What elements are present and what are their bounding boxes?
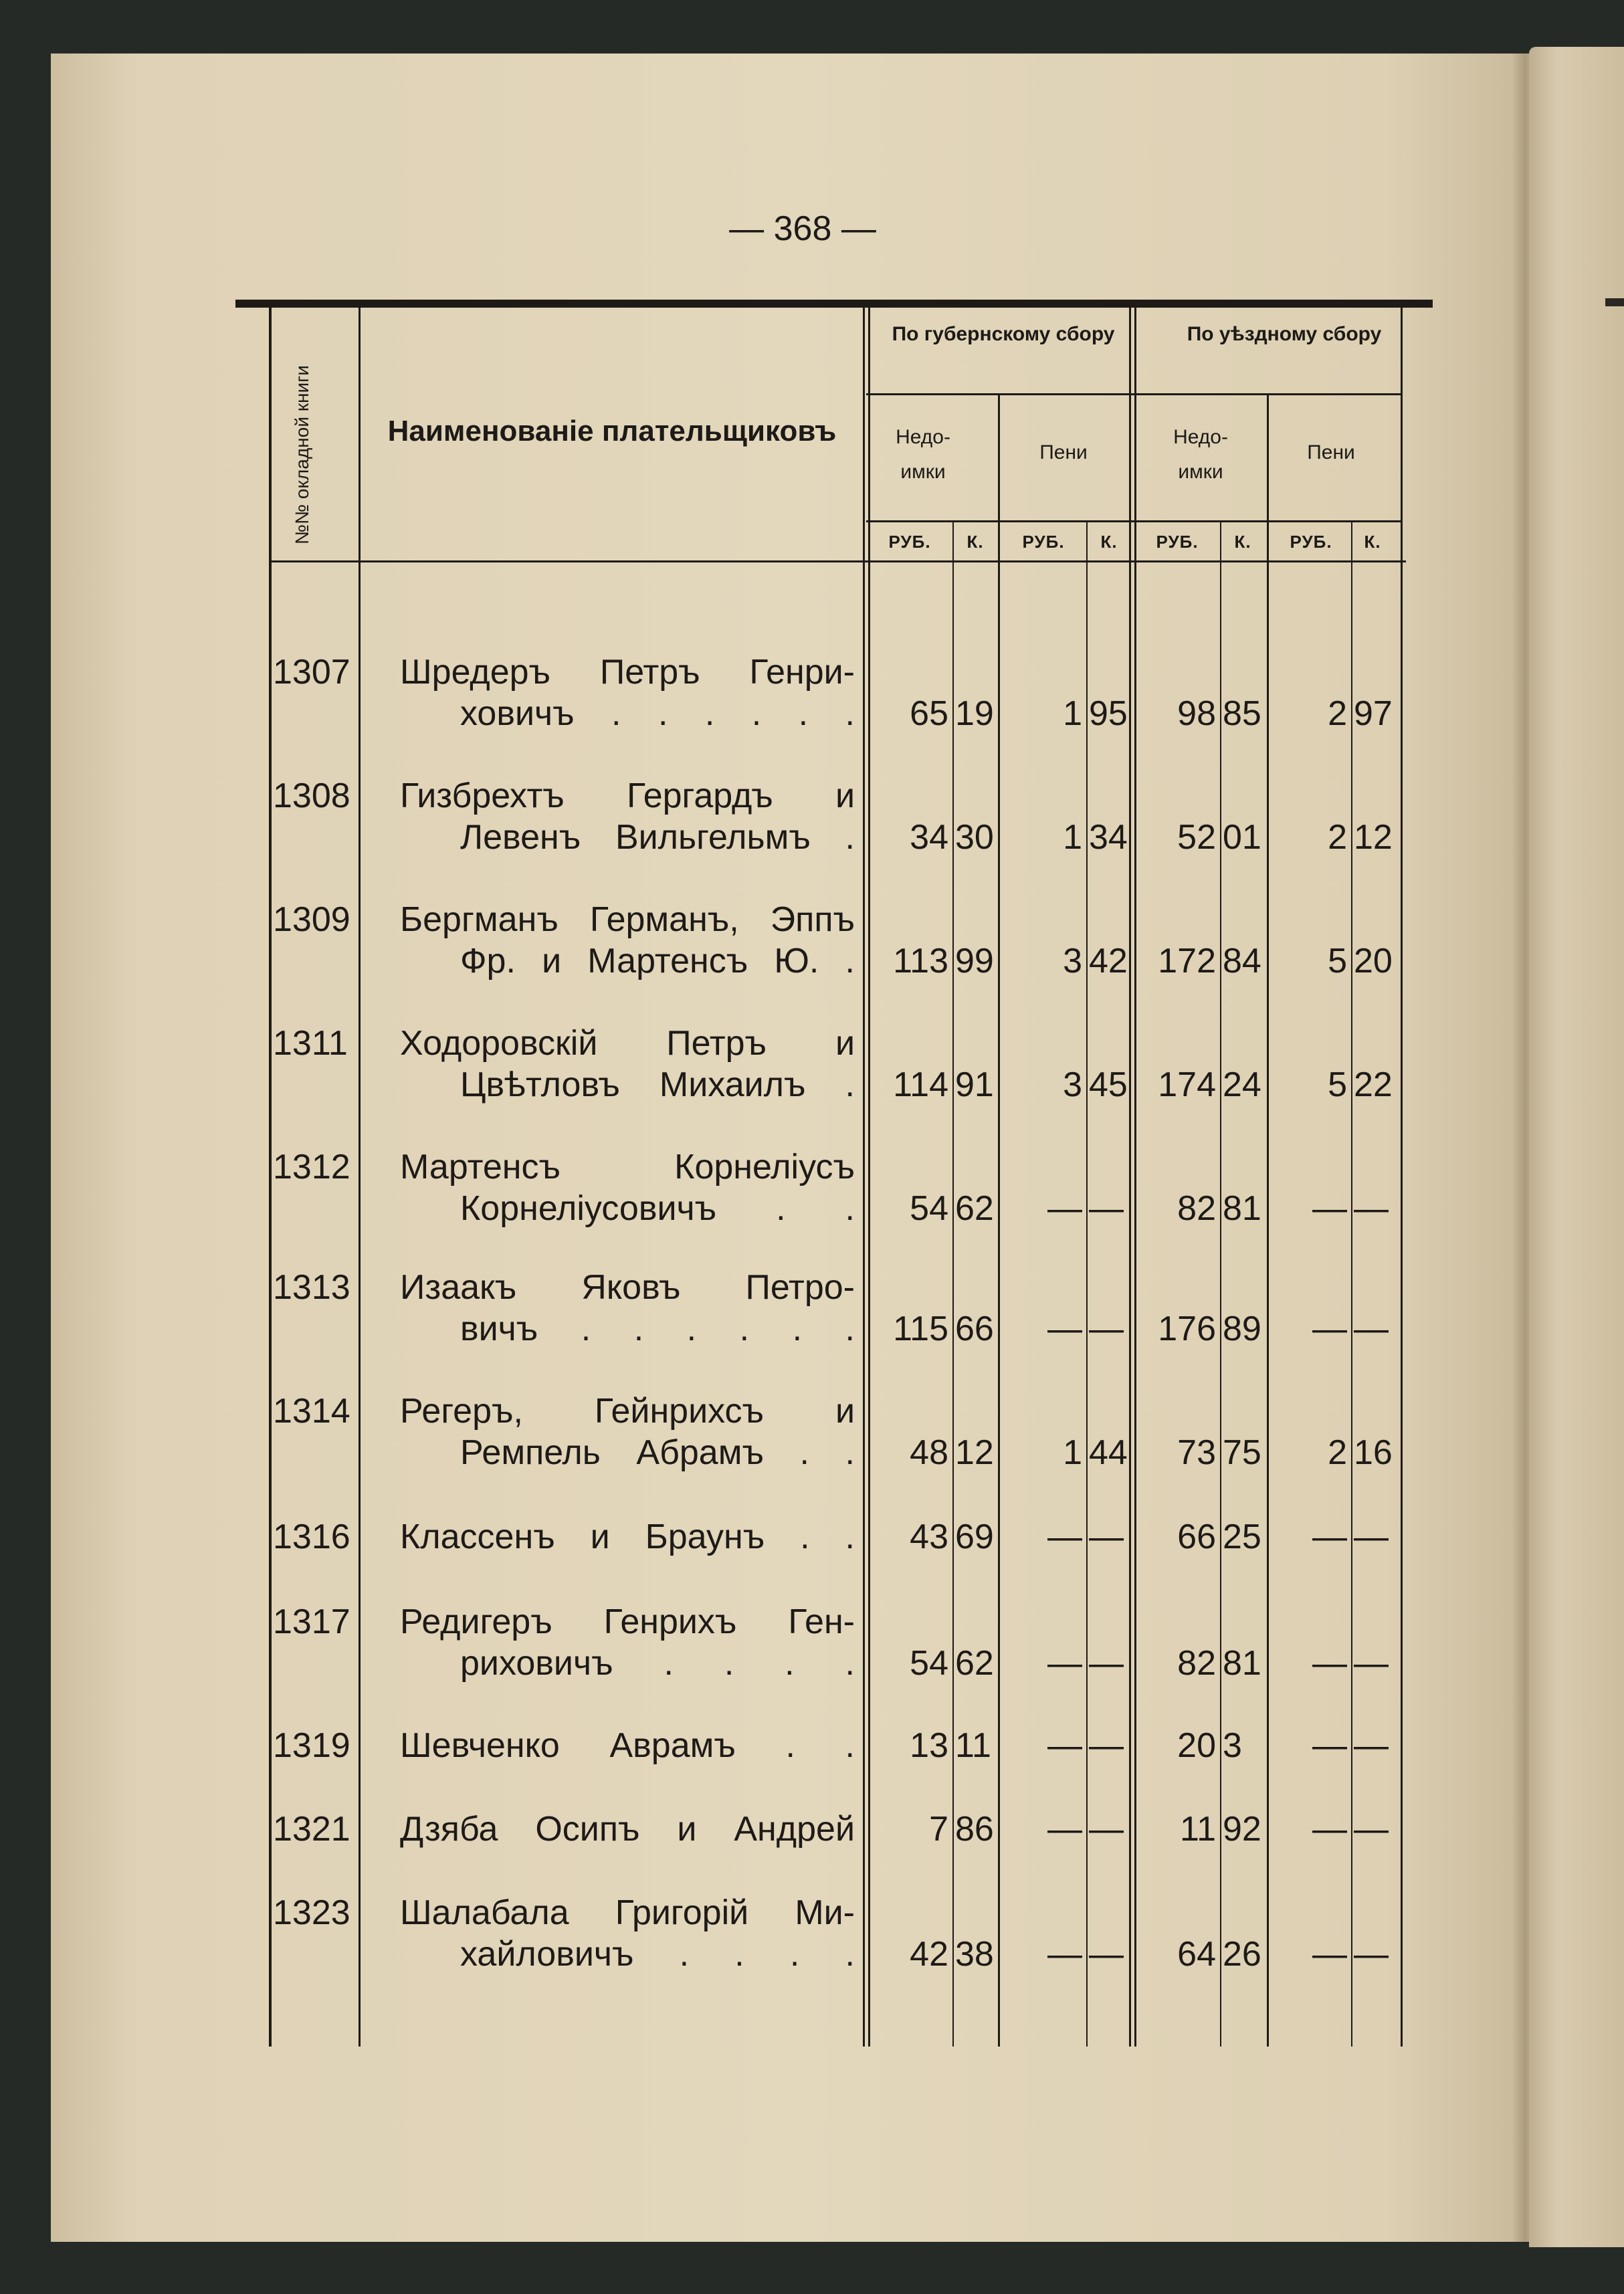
gub-peni-kop-label: К.: [1100, 532, 1118, 552]
uezd-penalty-rubles: —: [1312, 1310, 1347, 1348]
gub-arrears-kopecks: 12: [955, 1433, 994, 1472]
uezd-arrears-kopecks: 26: [1223, 1935, 1261, 1974]
uezd-penalty-kopecks: —: [1354, 1726, 1389, 1765]
uezd-penalty-rubles: —: [1312, 1810, 1347, 1849]
uezd-penalty-kopecks: —: [1354, 1644, 1389, 1683]
gub-penalty-kopecks: 34: [1089, 818, 1128, 857]
gub-arrears-rubles: 48: [910, 1433, 948, 1472]
gub-penalty-kopecks: —: [1089, 1644, 1124, 1683]
gub-penalty-kopecks: 45: [1089, 1065, 1128, 1104]
gub-arrears-rubles: 42: [910, 1935, 948, 1974]
col-divider-uezdpeni-kop: [1351, 520, 1352, 2047]
gub-penalty-rubles: 3: [1063, 1065, 1082, 1104]
uezd-ned-rub-label: РУБ.: [1156, 532, 1199, 552]
gub-arrears-kopecks: 30: [955, 818, 994, 857]
uezd-nedoimki-header: Недо- имки: [1173, 426, 1228, 483]
gub-penalty-kopecks: 95: [1089, 694, 1128, 733]
payer-name: Регеръ, Гейнрихсъ и: [400, 1392, 855, 1431]
uezd-arrears-rubles: 52: [1177, 818, 1216, 857]
uezd-arrears-kopecks: 92: [1223, 1810, 1261, 1849]
uezd-peni-rub-label: РУБ.: [1290, 532, 1332, 552]
book-number: 1307: [273, 653, 350, 692]
uezd-penalty-kopecks: —: [1354, 1810, 1389, 1849]
col-divider-gub-mid: [998, 393, 1000, 2047]
uezd-penalty-kopecks: 20: [1354, 942, 1393, 980]
payer-name: Редигеръ Генрихъ Ген-: [400, 1602, 855, 1641]
payer-name-continued: Левенъ Вильгельмъ .: [460, 818, 855, 857]
gub-penalty-rubles: —: [1047, 1310, 1082, 1348]
gub-arrears-rubles: 43: [910, 1518, 948, 1556]
gub-penalty-kopecks: —: [1089, 1726, 1124, 1765]
gub-penalty-rubles: 1: [1063, 694, 1082, 733]
uezd-penalty-rubles: —: [1312, 1518, 1347, 1556]
uezd-arrears-rubles: 98: [1177, 694, 1216, 733]
uezd-penalty-kopecks: 97: [1354, 694, 1393, 733]
gub-arrears-rubles: 54: [910, 1644, 948, 1683]
gub-penalty-rubles: —: [1047, 1518, 1082, 1556]
col-divider-gubpeni-kop: [1086, 520, 1088, 2047]
payer-name: Шевченко Аврамъ . .: [400, 1726, 855, 1765]
gub-arrears-kopecks: 11: [955, 1726, 991, 1765]
payer-name: Изаакъ Яковъ Петро-: [400, 1268, 855, 1307]
uezd-penalty-rubles: —: [1312, 1726, 1347, 1765]
col-divider-gub-kop: [952, 520, 954, 2047]
gub-penalty-rubles: —: [1047, 1644, 1082, 1683]
uezd-penalty-kopecks: 12: [1354, 818, 1393, 857]
facing-page-edge: [1529, 47, 1624, 2247]
group-uezd-header: По уѣздному сбору: [1187, 323, 1382, 345]
payer-name: Классенъ и Браунъ . .: [400, 1518, 855, 1556]
gub-arrears-kopecks: 86: [955, 1810, 994, 1849]
gub-arrears-rubles: 13: [910, 1726, 948, 1765]
payer-name-continued: Корнеліусовичъ . .: [460, 1189, 855, 1228]
page-number: — 368 —: [729, 209, 876, 248]
facing-page-rule: [1605, 298, 1624, 306]
gub-arrears-rubles: 54: [910, 1189, 948, 1228]
payer-name-continued: Ремпель Абрамъ . .: [460, 1433, 855, 1472]
book-number: 1321: [273, 1810, 350, 1849]
gub-arrears-rubles: 114: [893, 1065, 948, 1104]
book-number: 1312: [273, 1148, 350, 1186]
table-left-border: [269, 308, 272, 2047]
col-divider-gub-uezd-b: [1134, 308, 1136, 2047]
uezd-arrears-kopecks: 24: [1223, 1065, 1261, 1104]
gub-ned-kop-label: К.: [967, 532, 984, 552]
uezd-arrears-rubles: 11: [1180, 1810, 1216, 1849]
uezd-arrears-kopecks: 75: [1223, 1433, 1261, 1472]
gub-penalty-rubles: 1: [1063, 1433, 1082, 1472]
uezd-arrears-kopecks: 85: [1223, 694, 1261, 733]
gub-arrears-kopecks: 91: [955, 1065, 994, 1104]
col-divider-uezd-mid: [1267, 393, 1269, 2047]
table-top-rule: [235, 300, 1433, 308]
gub-arrears-rubles: 113: [893, 942, 948, 980]
col-divider-name: [863, 308, 865, 2047]
uezd-arrears-rubles: 20: [1177, 1726, 1216, 1765]
gub-penalty-rubles: 1: [1063, 818, 1082, 857]
uezd-penalty-rubles: 5: [1328, 942, 1347, 980]
payer-name-continued: хайловичъ . . . .: [460, 1935, 855, 1974]
payer-name: Ходоровскій Петръ и: [400, 1024, 855, 1063]
gub-penalty-rubles: —: [1047, 1810, 1082, 1849]
uezd-arrears-rubles: 174: [1158, 1065, 1216, 1104]
gub-arrears-kopecks: 62: [955, 1189, 994, 1228]
book-number: 1308: [273, 776, 350, 815]
uezd-penalty-kopecks: 22: [1354, 1065, 1393, 1104]
gub-arrears-kopecks: 19: [955, 694, 994, 733]
gub-penalty-kopecks: —: [1089, 1189, 1124, 1228]
uezd-peni-kop-label: К.: [1364, 532, 1381, 552]
uezd-arrears-kopecks: 81: [1223, 1644, 1261, 1683]
uezd-arrears-rubles: 82: [1177, 1189, 1216, 1228]
uezd-penalty-rubles: 2: [1328, 1433, 1347, 1472]
payer-name: Бергманъ Германъ, Эппъ: [400, 900, 855, 939]
book-number: 1316: [273, 1518, 350, 1556]
payer-name: Шалабала Григорій Ми-: [400, 1893, 855, 1932]
uezd-arrears-rubles: 172: [1158, 942, 1216, 980]
gub-penalty-rubles: —: [1047, 1935, 1082, 1974]
col-name-header: Наименованіе плательщиковъ: [387, 415, 837, 447]
col-divider-number: [359, 308, 361, 2047]
book-number: 1311: [273, 1024, 348, 1063]
uezd-penalty-kopecks: 16: [1354, 1433, 1393, 1472]
gub-arrears-kopecks: 38: [955, 1935, 994, 1974]
gub-arrears-rubles: 34: [910, 818, 948, 857]
book-number: 1313: [273, 1268, 350, 1307]
uezd-penalty-rubles: —: [1312, 1189, 1347, 1228]
gub-penalty-rubles: 3: [1063, 942, 1082, 980]
group-header-divider: [866, 393, 1401, 395]
gub-penalty-kopecks: 42: [1089, 942, 1128, 980]
uezd-penalty-rubles: —: [1312, 1935, 1347, 1974]
gub-penalty-rubles: —: [1047, 1189, 1082, 1228]
gub-arrears-kopecks: 69: [955, 1518, 994, 1556]
uezd-arrears-rubles: 176: [1158, 1310, 1216, 1348]
uezd-penalty-kopecks: —: [1354, 1935, 1389, 1974]
uezd-arrears-rubles: 66: [1177, 1518, 1216, 1556]
uezd-peni-header: Пени: [1307, 441, 1355, 463]
uezd-arrears-kopecks: 3: [1223, 1726, 1242, 1765]
col-book-number-header: №№ окладной книги: [292, 365, 312, 544]
payer-name: Мартенсъ Корнеліусъ: [400, 1148, 855, 1186]
uezd-penalty-rubles: 2: [1328, 818, 1347, 857]
book-number: 1319: [273, 1726, 350, 1765]
payer-name: Шредеръ Петръ Генри-: [400, 653, 855, 692]
gub-penalty-kopecks: —: [1089, 1935, 1124, 1974]
uezd-arrears-kopecks: 89: [1223, 1310, 1261, 1348]
gub-peni-rub-label: РУБ.: [1022, 532, 1065, 552]
gub-penalty-kopecks: 44: [1089, 1433, 1128, 1472]
col-divider-uezd-kop: [1220, 520, 1221, 2047]
payer-name-continued: ховичъ . . . . . .: [460, 694, 855, 733]
gub-arrears-kopecks: 99: [955, 942, 994, 980]
gub-arrears-kopecks: 62: [955, 1644, 994, 1683]
uezd-arrears-kopecks: 01: [1223, 818, 1261, 857]
payer-name-continued: Цвѣтловъ Михаилъ .: [460, 1065, 855, 1104]
col-divider-gub-uezd: [1129, 308, 1131, 2047]
payer-name: Дзяба Осипъ и Андрей: [400, 1810, 855, 1849]
table-right-border: [1401, 308, 1403, 2047]
group-gub-header: По губернскому сбору: [892, 323, 1115, 345]
book-number: 1317: [273, 1602, 350, 1641]
payer-name-continued: Фр. и Мартенсъ Ю. .: [460, 942, 855, 980]
gub-penalty-kopecks: —: [1089, 1810, 1124, 1849]
uezd-penalty-kopecks: —: [1354, 1189, 1389, 1228]
gub-arrears-rubles: 7: [929, 1810, 948, 1849]
uezd-penalty-rubles: 5: [1328, 1065, 1347, 1104]
gub-arrears-rubles: 115: [893, 1310, 948, 1348]
gub-penalty-kopecks: —: [1089, 1518, 1124, 1556]
uezd-penalty-rubles: —: [1312, 1644, 1347, 1683]
gub-arrears-kopecks: 66: [955, 1310, 994, 1348]
payer-name-continued: риховичъ . . . .: [460, 1644, 855, 1683]
uezd-arrears-kopecks: 84: [1223, 942, 1261, 980]
book-number: 1309: [273, 900, 350, 939]
header-bottom-rule: [269, 560, 1406, 562]
col-divider-name-b: [868, 308, 870, 2047]
uezd-arrears-rubles: 73: [1177, 1433, 1216, 1472]
gub-penalty-rubles: —: [1047, 1726, 1082, 1765]
gub-nedoimki-header: Недо- имки: [896, 426, 950, 483]
uezd-penalty-kopecks: —: [1354, 1518, 1389, 1556]
uezd-arrears-rubles: 64: [1177, 1935, 1216, 1974]
uezd-arrears-kopecks: 25: [1223, 1518, 1261, 1556]
gub-arrears-rubles: 65: [910, 694, 948, 733]
uezd-penalty-kopecks: —: [1354, 1310, 1389, 1348]
book-number: 1323: [273, 1893, 350, 1932]
book-number: 1314: [273, 1392, 350, 1431]
payer-name: Гизбрехтъ Гергардъ и: [400, 776, 855, 815]
uezd-penalty-rubles: 2: [1328, 694, 1347, 733]
unit-header-divider: [866, 520, 1401, 522]
gub-ned-rub-label: РУБ.: [888, 532, 931, 552]
gub-peni-header: Пени: [1039, 441, 1088, 463]
gub-penalty-kopecks: —: [1089, 1310, 1124, 1348]
uezd-ned-kop-label: К.: [1234, 532, 1251, 552]
uezd-arrears-kopecks: 81: [1223, 1189, 1261, 1228]
uezd-arrears-rubles: 82: [1177, 1644, 1216, 1683]
payer-name-continued: вичъ . . . . . .: [460, 1310, 855, 1348]
